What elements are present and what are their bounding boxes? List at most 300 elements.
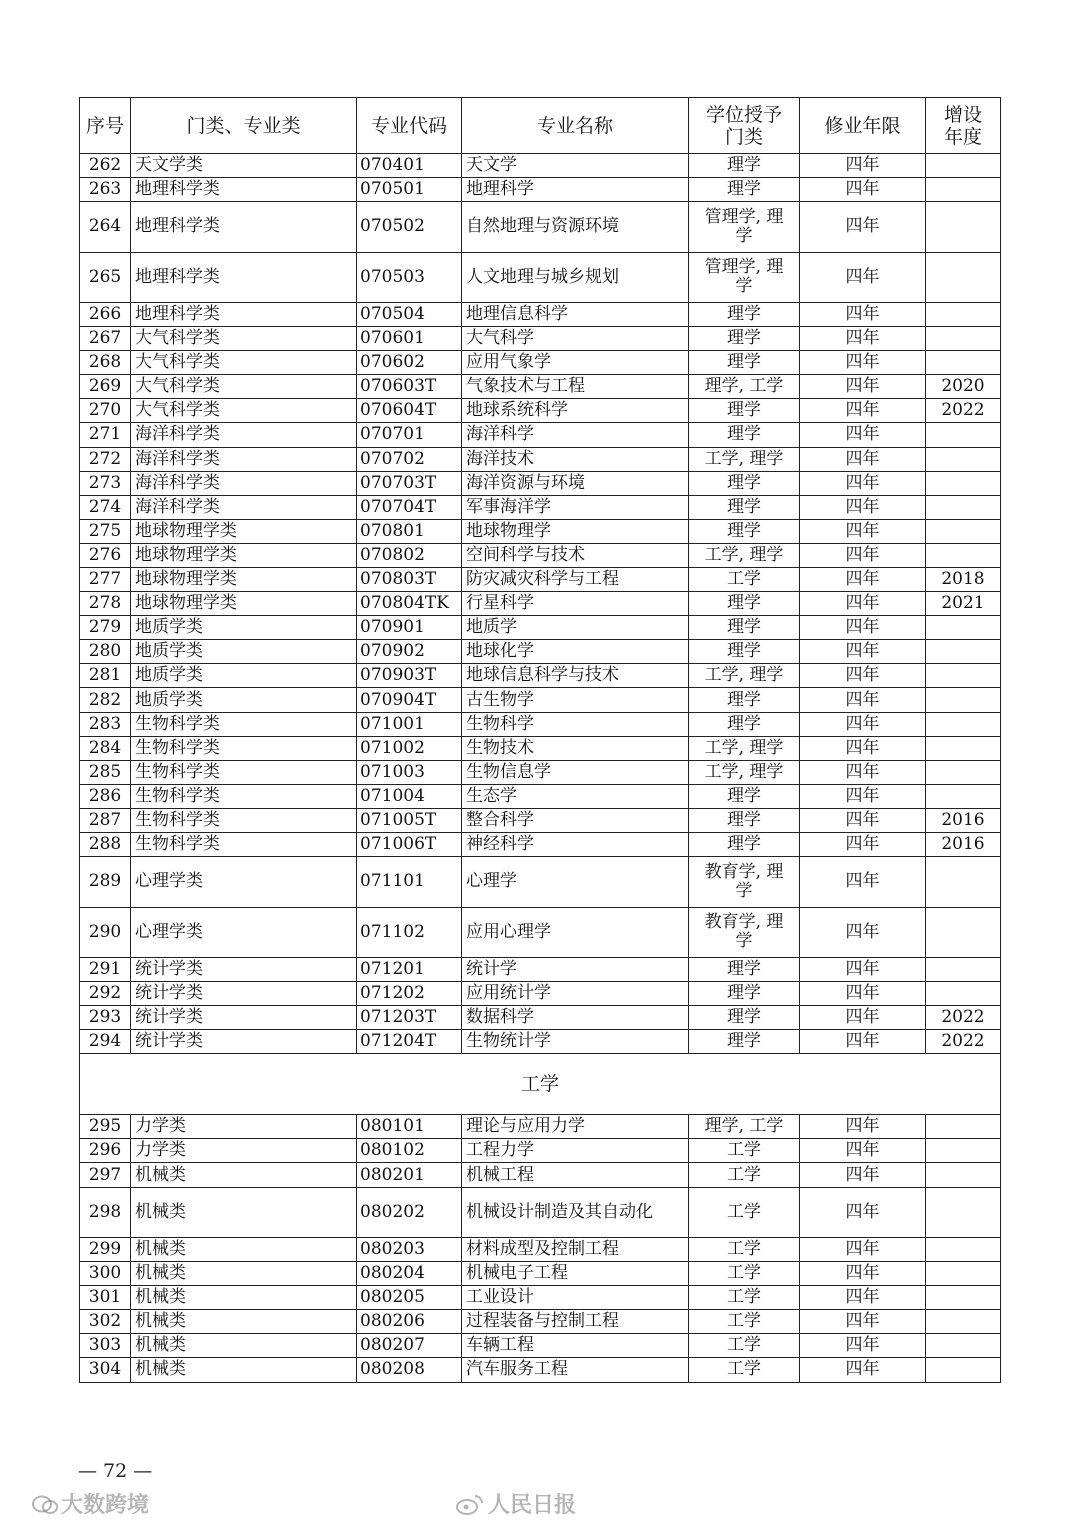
table-row xyxy=(80,399,1001,423)
cell-years: 四年 xyxy=(800,808,926,832)
table-row xyxy=(80,760,1001,784)
cell-category: 大气科学类 xyxy=(131,327,357,351)
cell-category: 机械类 xyxy=(131,1310,357,1334)
cell-degree: 管理学, 理学 xyxy=(689,252,800,302)
cell-idx: 274 xyxy=(80,495,131,519)
table-row xyxy=(80,784,1001,808)
table-row xyxy=(80,664,1001,688)
table-row xyxy=(80,351,1001,375)
table-row xyxy=(80,736,1001,760)
cell-name: 自然地理与资源环境 xyxy=(462,202,689,252)
cell-idx: 276 xyxy=(80,543,131,567)
cell-name: 工业设计 xyxy=(462,1286,689,1310)
cell-code: 080204 xyxy=(357,1262,462,1286)
cell-degree: 工学, 理学 xyxy=(689,447,800,471)
cell-added xyxy=(926,154,1001,178)
cell-years: 四年 xyxy=(800,399,926,423)
table-row xyxy=(80,154,1001,178)
cell-added xyxy=(926,252,1001,302)
cell-years: 四年 xyxy=(800,1139,926,1163)
cell-category: 统计学类 xyxy=(131,957,357,981)
cell-code: 071204T xyxy=(357,1030,462,1054)
cell-degree: 理学 xyxy=(689,1030,800,1054)
cell-idx: 295 xyxy=(80,1115,131,1139)
cell-code: 080208 xyxy=(357,1358,462,1382)
cell-degree: 理学, 工学 xyxy=(689,375,800,399)
cell-idx: 287 xyxy=(80,808,131,832)
cell-years: 四年 xyxy=(800,154,926,178)
cell-name: 古生物学 xyxy=(462,688,689,712)
cell-name: 工程力学 xyxy=(462,1139,689,1163)
cell-years: 四年 xyxy=(800,712,926,736)
cell-added xyxy=(926,1163,1001,1187)
cell-added xyxy=(926,664,1001,688)
cell-degree: 理学 xyxy=(689,833,800,857)
cell-name: 生态学 xyxy=(462,784,689,808)
cell-code: 070901 xyxy=(357,616,462,640)
cell-category: 地理科学类 xyxy=(131,252,357,302)
header-degree: 学位授予门类 xyxy=(689,98,800,154)
watermark-left-text: 大数跨境 xyxy=(61,1493,150,1518)
cell-idx: 264 xyxy=(80,202,131,252)
cell-code: 071202 xyxy=(357,982,462,1006)
cell-years: 四年 xyxy=(800,447,926,471)
table-row xyxy=(80,1030,1001,1054)
table-row xyxy=(80,447,1001,471)
cell-added xyxy=(926,736,1001,760)
table-row xyxy=(80,423,1001,447)
cell-category: 大气科学类 xyxy=(131,375,357,399)
cell-category: 大气科学类 xyxy=(131,351,357,375)
table-row xyxy=(80,1334,1001,1358)
cell-degree: 工学 xyxy=(689,1163,800,1187)
cell-code: 080206 xyxy=(357,1310,462,1334)
cell-category: 地理科学类 xyxy=(131,302,357,326)
cell-idx: 291 xyxy=(80,957,131,981)
cell-degree: 理学 xyxy=(689,592,800,616)
watermark-right xyxy=(455,1488,576,1519)
cell-years: 四年 xyxy=(800,1358,926,1382)
cell-degree: 理学 xyxy=(689,351,800,375)
cell-years: 四年 xyxy=(800,471,926,495)
cell-category: 机械类 xyxy=(131,1163,357,1187)
cell-name: 神经科学 xyxy=(462,833,689,857)
cell-name: 汽车服务工程 xyxy=(462,1358,689,1382)
cell-category: 地质学类 xyxy=(131,664,357,688)
cell-name: 生物统计学 xyxy=(462,1030,689,1054)
cell-degree: 工学, 理学 xyxy=(689,664,800,688)
cell-idx: 273 xyxy=(80,471,131,495)
cell-degree: 理学 xyxy=(689,302,800,326)
table-row xyxy=(80,375,1001,399)
cell-name: 理论与应用力学 xyxy=(462,1115,689,1139)
cell-added xyxy=(926,351,1001,375)
cell-name: 生物科学 xyxy=(462,712,689,736)
cell-code: 071201 xyxy=(357,957,462,981)
cell-idx: 279 xyxy=(80,616,131,640)
cell-name: 地质学 xyxy=(462,616,689,640)
cell-name: 机械电子工程 xyxy=(462,1262,689,1286)
cell-added xyxy=(926,1237,1001,1261)
cell-years: 四年 xyxy=(800,351,926,375)
cell-degree: 理学 xyxy=(689,178,800,202)
cell-idx: 280 xyxy=(80,640,131,664)
cell-degree: 理学 xyxy=(689,616,800,640)
cell-category: 地理科学类 xyxy=(131,178,357,202)
cell-category: 生物科学类 xyxy=(131,712,357,736)
cell-category: 力学类 xyxy=(131,1139,357,1163)
cell-name: 行星科学 xyxy=(462,592,689,616)
cell-added xyxy=(926,471,1001,495)
cell-category: 心理学类 xyxy=(131,857,357,907)
cell-degree: 理学 xyxy=(689,784,800,808)
cell-degree: 理学 xyxy=(689,327,800,351)
cell-idx: 299 xyxy=(80,1237,131,1261)
cell-category: 心理学类 xyxy=(131,907,357,957)
cell-name: 军事海洋学 xyxy=(462,495,689,519)
cell-code: 071101 xyxy=(357,857,462,907)
cell-years: 四年 xyxy=(800,1237,926,1261)
cell-code: 070802 xyxy=(357,543,462,567)
cell-added: 2016 xyxy=(926,808,1001,832)
cell-added xyxy=(926,1286,1001,1310)
cell-name: 应用心理学 xyxy=(462,907,689,957)
cell-added xyxy=(926,302,1001,326)
cell-category: 生物科学类 xyxy=(131,808,357,832)
cell-name: 车辆工程 xyxy=(462,1334,689,1358)
cell-added xyxy=(926,1139,1001,1163)
header-category: 门类、专业类 xyxy=(131,98,357,154)
cell-degree: 理学 xyxy=(689,957,800,981)
cell-name: 海洋技术 xyxy=(462,447,689,471)
cell-name: 地球化学 xyxy=(462,640,689,664)
cell-name: 空间科学与技术 xyxy=(462,543,689,567)
cell-idx: 298 xyxy=(80,1187,131,1237)
table-row xyxy=(80,327,1001,351)
cell-years: 四年 xyxy=(800,1030,926,1054)
cell-category: 海洋科学类 xyxy=(131,447,357,471)
cell-name: 海洋科学 xyxy=(462,423,689,447)
cell-years: 四年 xyxy=(800,982,926,1006)
cell-category: 地质学类 xyxy=(131,616,357,640)
cell-degree: 理学 xyxy=(689,471,800,495)
cell-degree: 理学 xyxy=(689,154,800,178)
cell-years: 四年 xyxy=(800,760,926,784)
cell-code: 071005T xyxy=(357,808,462,832)
table-row xyxy=(80,712,1001,736)
cell-degree: 理学, 工学 xyxy=(689,1115,800,1139)
cell-years: 四年 xyxy=(800,907,926,957)
cell-name: 地球物理学 xyxy=(462,519,689,543)
table-row xyxy=(80,519,1001,543)
table-row xyxy=(80,1286,1001,1310)
cell-degree: 理学 xyxy=(689,495,800,519)
table-row xyxy=(80,178,1001,202)
cell-idx: 283 xyxy=(80,712,131,736)
cell-idx: 265 xyxy=(80,252,131,302)
cell-degree: 工学 xyxy=(689,1237,800,1261)
table-row xyxy=(80,495,1001,519)
cell-added: 2020 xyxy=(926,375,1001,399)
cell-years: 四年 xyxy=(800,616,926,640)
table-body xyxy=(80,154,1001,1383)
cell-code: 080207 xyxy=(357,1334,462,1358)
cell-name: 地球系统科学 xyxy=(462,399,689,423)
cell-degree: 工学 xyxy=(689,1286,800,1310)
cell-name: 地球信息科学与技术 xyxy=(462,664,689,688)
cell-category: 生物科学类 xyxy=(131,833,357,857)
section-header-row xyxy=(80,1054,1001,1115)
cell-degree: 工学 xyxy=(689,568,800,592)
cell-category: 机械类 xyxy=(131,1237,357,1261)
cell-degree: 工学, 理学 xyxy=(689,736,800,760)
cell-category: 生物科学类 xyxy=(131,736,357,760)
cell-degree: 教育学, 理学 xyxy=(689,907,800,957)
cell-years: 四年 xyxy=(800,1334,926,1358)
cell-category: 地质学类 xyxy=(131,688,357,712)
table-row xyxy=(80,982,1001,1006)
cell-category: 地球物理学类 xyxy=(131,568,357,592)
table-row xyxy=(80,857,1001,907)
cell-category: 机械类 xyxy=(131,1358,357,1382)
cell-years: 四年 xyxy=(800,688,926,712)
cell-code: 070903T xyxy=(357,664,462,688)
table-row xyxy=(80,1115,1001,1139)
cell-idx: 286 xyxy=(80,784,131,808)
cell-idx: 301 xyxy=(80,1286,131,1310)
page-number: — 72 — xyxy=(78,1460,153,1482)
cell-added: 2021 xyxy=(926,592,1001,616)
cell-years: 四年 xyxy=(800,375,926,399)
cell-idx: 281 xyxy=(80,664,131,688)
cell-years: 四年 xyxy=(800,592,926,616)
cell-name: 统计学 xyxy=(462,957,689,981)
cell-code: 070804TK xyxy=(357,592,462,616)
cell-added xyxy=(926,423,1001,447)
cell-added xyxy=(926,712,1001,736)
table-row xyxy=(80,543,1001,567)
cell-degree: 理学 xyxy=(689,982,800,1006)
table-row xyxy=(80,592,1001,616)
cell-code: 070803T xyxy=(357,568,462,592)
cell-years: 四年 xyxy=(800,568,926,592)
cell-code: 070704T xyxy=(357,495,462,519)
cell-years: 四年 xyxy=(800,178,926,202)
header-name: 专业名称 xyxy=(462,98,689,154)
cell-category: 机械类 xyxy=(131,1262,357,1286)
cell-idx: 285 xyxy=(80,760,131,784)
cell-added xyxy=(926,1334,1001,1358)
cell-code: 071003 xyxy=(357,760,462,784)
cell-degree: 理学 xyxy=(689,808,800,832)
cell-idx: 289 xyxy=(80,857,131,907)
header-idx: 序号 xyxy=(80,98,131,154)
table-row xyxy=(80,640,1001,664)
cell-code: 071002 xyxy=(357,736,462,760)
cell-idx: 270 xyxy=(80,399,131,423)
major-table xyxy=(79,97,1001,1383)
cell-years: 四年 xyxy=(800,1310,926,1334)
cell-category: 地球物理学类 xyxy=(131,592,357,616)
cell-idx: 272 xyxy=(80,447,131,471)
cell-degree: 理学 xyxy=(689,688,800,712)
header-added: 增设年度 xyxy=(926,98,1001,154)
cell-category: 统计学类 xyxy=(131,982,357,1006)
cell-idx: 300 xyxy=(80,1262,131,1286)
cell-name: 人文地理与城乡规划 xyxy=(462,252,689,302)
cell-added xyxy=(926,957,1001,981)
cell-category: 大气科学类 xyxy=(131,399,357,423)
cell-years: 四年 xyxy=(800,664,926,688)
cell-code: 070702 xyxy=(357,447,462,471)
cell-added xyxy=(926,1310,1001,1334)
cell-category: 机械类 xyxy=(131,1187,357,1237)
cell-code: 070604T xyxy=(357,399,462,423)
table-row xyxy=(80,808,1001,832)
cell-added: 2022 xyxy=(926,1006,1001,1030)
cell-degree: 工学 xyxy=(689,1310,800,1334)
cell-code: 070904T xyxy=(357,688,462,712)
cell-added xyxy=(926,495,1001,519)
chat-bubble-icon xyxy=(32,1494,58,1516)
cell-added xyxy=(926,640,1001,664)
cell-added xyxy=(926,688,1001,712)
cell-name: 气象技术与工程 xyxy=(462,375,689,399)
cell-idx: 278 xyxy=(80,592,131,616)
table-row xyxy=(80,1237,1001,1261)
cell-years: 四年 xyxy=(800,1163,926,1187)
table-row xyxy=(80,616,1001,640)
cell-name: 数据科学 xyxy=(462,1006,689,1030)
cell-added xyxy=(926,1115,1001,1139)
cell-years: 四年 xyxy=(800,495,926,519)
cell-code: 080205 xyxy=(357,1286,462,1310)
cell-degree: 理学 xyxy=(689,399,800,423)
cell-name: 过程装备与控制工程 xyxy=(462,1310,689,1334)
cell-years: 四年 xyxy=(800,302,926,326)
cell-degree: 理学 xyxy=(689,519,800,543)
watermark-left xyxy=(32,1488,149,1519)
cell-years: 四年 xyxy=(800,327,926,351)
cell-category: 天文学类 xyxy=(131,154,357,178)
cell-years: 四年 xyxy=(800,423,926,447)
cell-degree: 工学 xyxy=(689,1139,800,1163)
cell-name: 防灾减灾科学与工程 xyxy=(462,568,689,592)
cell-code: 070504 xyxy=(357,302,462,326)
table-row xyxy=(80,1262,1001,1286)
cell-degree: 工学, 理学 xyxy=(689,543,800,567)
cell-added xyxy=(926,907,1001,957)
cell-category: 海洋科学类 xyxy=(131,495,357,519)
cell-idx: 290 xyxy=(80,907,131,957)
cell-added: 2022 xyxy=(926,1030,1001,1054)
cell-category: 海洋科学类 xyxy=(131,423,357,447)
cell-code: 070502 xyxy=(357,202,462,252)
cell-years: 四年 xyxy=(800,784,926,808)
cell-category: 地球物理学类 xyxy=(131,519,357,543)
cell-code: 080203 xyxy=(357,1237,462,1261)
cell-category: 机械类 xyxy=(131,1334,357,1358)
table-row xyxy=(80,1310,1001,1334)
cell-added xyxy=(926,202,1001,252)
cell-code: 070701 xyxy=(357,423,462,447)
cell-years: 四年 xyxy=(800,252,926,302)
cell-idx: 262 xyxy=(80,154,131,178)
header-code: 专业代码 xyxy=(357,98,462,154)
cell-code: 070902 xyxy=(357,640,462,664)
table-row xyxy=(80,471,1001,495)
cell-category: 地球物理学类 xyxy=(131,543,357,567)
cell-added: 2018 xyxy=(926,568,1001,592)
cell-added xyxy=(926,760,1001,784)
cell-code: 080201 xyxy=(357,1163,462,1187)
cell-years: 四年 xyxy=(800,833,926,857)
cell-added xyxy=(926,616,1001,640)
table-row xyxy=(80,907,1001,957)
cell-idx: 263 xyxy=(80,178,131,202)
cell-code: 071006T xyxy=(357,833,462,857)
cell-code: 070401 xyxy=(357,154,462,178)
cell-degree: 教育学, 理学 xyxy=(689,857,800,907)
cell-name: 生物信息学 xyxy=(462,760,689,784)
cell-name: 机械设计制造及其自动化 xyxy=(462,1187,689,1237)
cell-category: 生物科学类 xyxy=(131,760,357,784)
cell-name: 天文学 xyxy=(462,154,689,178)
cell-added xyxy=(926,1262,1001,1286)
cell-years: 四年 xyxy=(800,202,926,252)
cell-name: 材料成型及控制工程 xyxy=(462,1237,689,1261)
cell-idx: 288 xyxy=(80,833,131,857)
cell-name: 整合科学 xyxy=(462,808,689,832)
header-years: 修业年限 xyxy=(800,98,926,154)
cell-years: 四年 xyxy=(800,1006,926,1030)
cell-code: 070603T xyxy=(357,375,462,399)
cell-idx: 267 xyxy=(80,327,131,351)
cell-category: 生物科学类 xyxy=(131,784,357,808)
cell-idx: 266 xyxy=(80,302,131,326)
cell-idx: 296 xyxy=(80,1139,131,1163)
cell-code: 070503 xyxy=(357,252,462,302)
cell-years: 四年 xyxy=(800,736,926,760)
cell-idx: 282 xyxy=(80,688,131,712)
cell-idx: 277 xyxy=(80,568,131,592)
cell-category: 统计学类 xyxy=(131,1030,357,1054)
cell-name: 地理信息科学 xyxy=(462,302,689,326)
cell-years: 四年 xyxy=(800,519,926,543)
cell-code: 071102 xyxy=(357,907,462,957)
table-row xyxy=(80,957,1001,981)
cell-category: 海洋科学类 xyxy=(131,471,357,495)
cell-category: 力学类 xyxy=(131,1115,357,1139)
cell-idx: 302 xyxy=(80,1310,131,1334)
cell-degree: 理学 xyxy=(689,423,800,447)
cell-idx: 284 xyxy=(80,736,131,760)
cell-years: 四年 xyxy=(800,543,926,567)
cell-code: 080202 xyxy=(357,1187,462,1237)
table-row xyxy=(80,1006,1001,1030)
cell-code: 070703T xyxy=(357,471,462,495)
cell-added xyxy=(926,1358,1001,1382)
cell-degree: 理学 xyxy=(689,712,800,736)
cell-years: 四年 xyxy=(800,1115,926,1139)
cell-degree: 工学 xyxy=(689,1334,800,1358)
watermark-right-text: 人民日报 xyxy=(488,1493,577,1518)
cell-category: 统计学类 xyxy=(131,1006,357,1030)
cell-years: 四年 xyxy=(800,640,926,664)
table-row xyxy=(80,1187,1001,1237)
table-row xyxy=(80,1139,1001,1163)
cell-years: 四年 xyxy=(800,1262,926,1286)
